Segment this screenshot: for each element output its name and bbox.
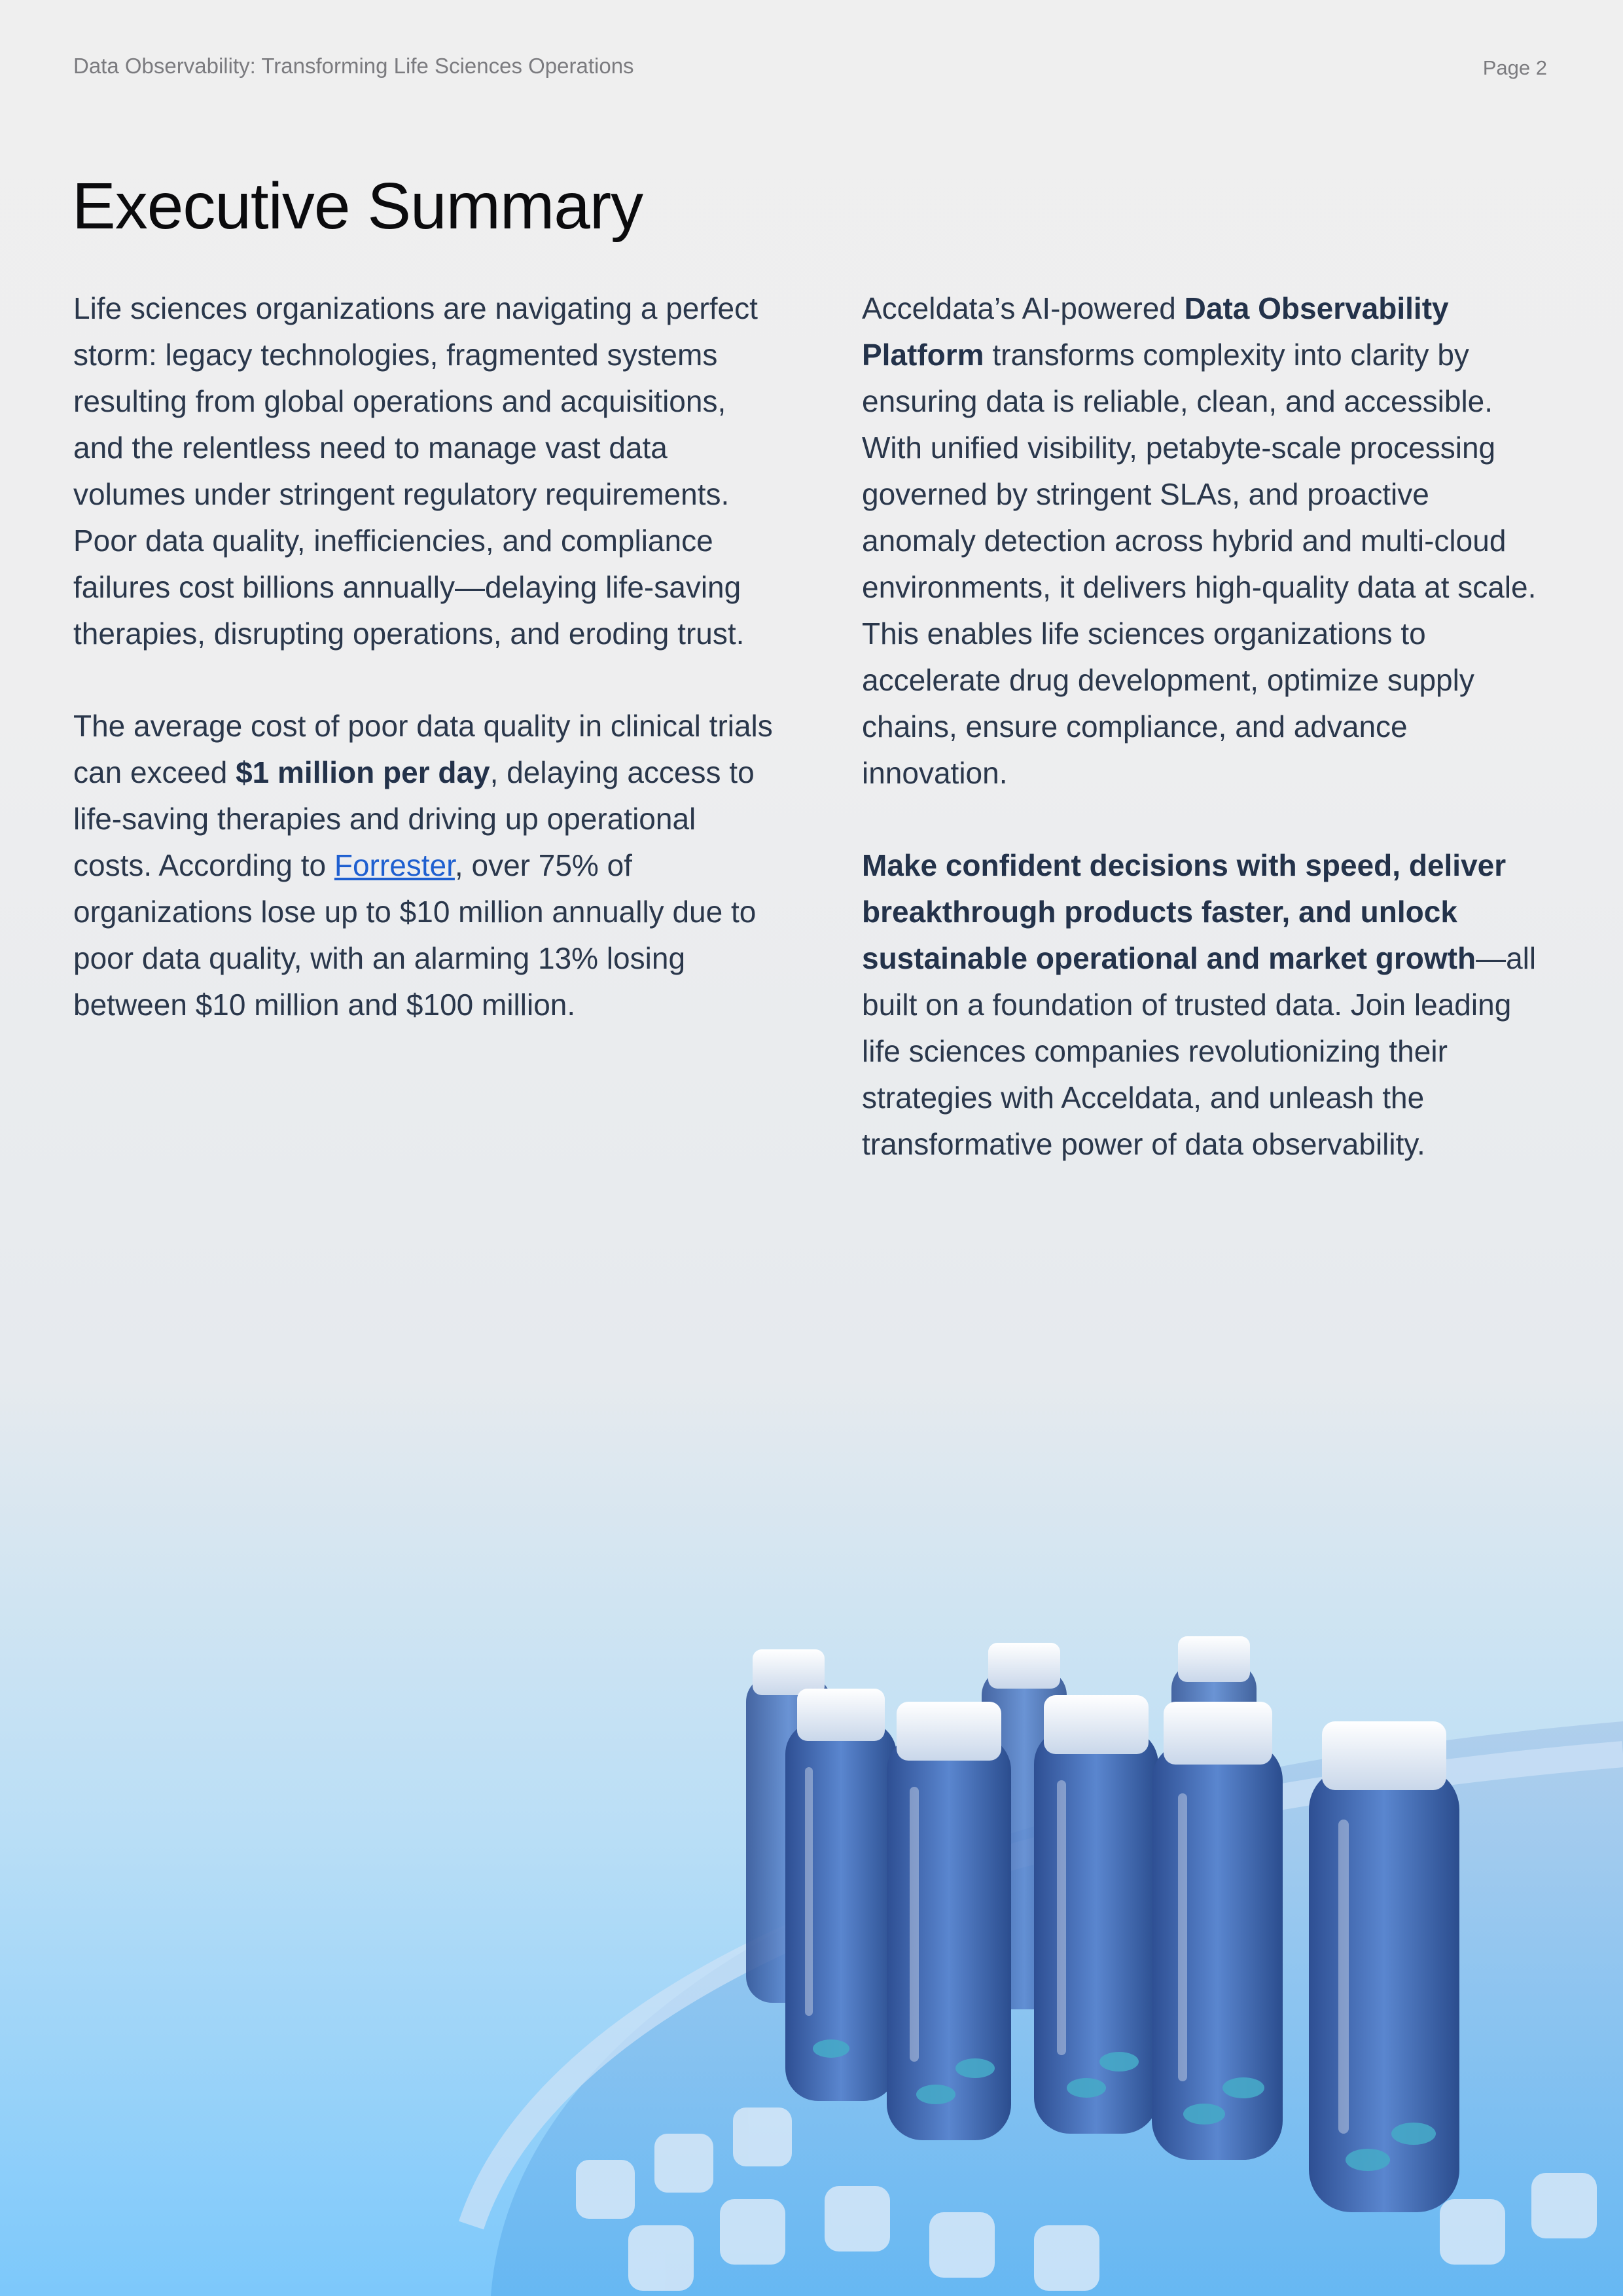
right-column xyxy=(862,285,1549,1213)
page-number: Page 2 xyxy=(1482,56,1547,79)
pharma-vials-image xyxy=(458,1571,1623,2296)
platform-name: Data Observability Platform xyxy=(862,291,1449,372)
forrester-link[interactable]: Forrester xyxy=(334,848,455,882)
closing-highlight: Make confident decisions with speed, deliver breakthrough products faster, and unlock sustainable operational and market growth xyxy=(862,848,1507,975)
platform-paragraph: Acceldata’s AI-powered Data Observability Platform transforms complexity into clarity by ensuring data is reliable, clean, and accessible. With unified visibility, petabyte-scale processing governed by stringent SLAs, and proactive anomaly detection across hybrid and multi-cloud environments, it delivers high-quality data at scale. This enables life sciences organizations to accelerate drug development, optimize supply chains, ensure compliance, and advance innovation. xyxy=(862,291,1537,790)
closing-paragraph: Make confident decisions with speed, deliver breakthrough products faster, and unlock sustainable operational and market growth—all built on a foundation of trusted data. Join leading life sciences companies revolutionizing their strategies with Acceldata, and unleash the transformative power of data observability. xyxy=(862,848,1537,1161)
page-title: Executive Summary xyxy=(72,170,643,243)
intro-paragraph: Life sciences organizations are navigating a perfect storm: legacy technologies, fragmented systems resulting from global operations and acquisitions, and the relentless need to manage vast data volumes under stringent regulatory requirements. Poor data quality, inefficiencies, and compliance failures cost billions annually—delaying life-saving therapies, disrupting operations, and eroding trust. xyxy=(73,291,758,651)
left-column xyxy=(73,285,774,1074)
running-header: Data Observability: Transforming Life Sciences Operations xyxy=(73,54,634,78)
cost-highlight: $1 million per day xyxy=(236,755,490,789)
cost-paragraph: The average cost of poor data quality in clinical trials can exceed $1 million per day, delaying access to life-saving therapies and driving up operational costs. According to Forrester, over 75% of organizations lose up to $10 million annually due to poor data quality, with an alarming 13% losing between $10 million and $100 million. xyxy=(73,709,773,1022)
